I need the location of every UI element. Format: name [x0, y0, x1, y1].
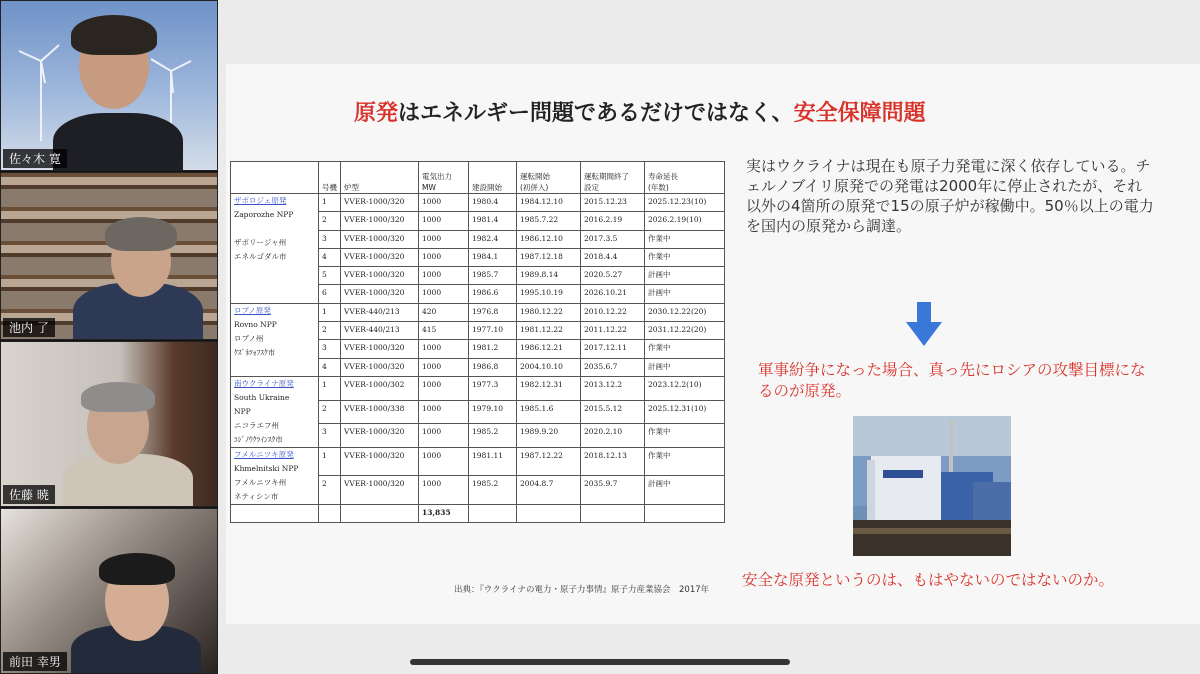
table-cell: [517, 504, 581, 522]
table-row: [231, 376, 725, 400]
table-cell: 2: [319, 476, 341, 505]
table-cell: VVER-1000/320: [341, 358, 419, 376]
table-cell: VVER-440/213: [341, 303, 419, 321]
military-conflict-text: 軍事紛争になった場合、真っ先にロシアの攻撃目標になるのが原発。: [758, 361, 1146, 400]
table-cell: 1979.10: [469, 400, 517, 424]
slide-conclusion: 安全な原発というのは、もはやないのではないのか。: [742, 571, 1115, 589]
table-cell: [319, 504, 341, 522]
table-cell: 2004.8.7: [517, 476, 581, 505]
table-cell: 1000: [419, 267, 469, 285]
table-cell: [581, 504, 645, 522]
table-cell: 2020.5.27: [581, 267, 645, 285]
table-total-row: [231, 504, 725, 522]
plant-name-cell: [231, 447, 319, 504]
table-header-cell: 運転期間終了 設定: [581, 162, 645, 194]
npp-table: [230, 161, 725, 523]
arrow-down-icon: [906, 302, 942, 346]
table-cell: 計画中: [645, 267, 725, 285]
table-cell: VVER-1000/320: [341, 194, 419, 212]
table-cell: 作業中: [645, 340, 725, 358]
plant-link[interactable]: ザポロジェ原発: [234, 196, 287, 205]
table-cell: 420: [419, 303, 469, 321]
table-cell: 2035.9.7: [581, 476, 645, 505]
table-cell: 415: [419, 322, 469, 340]
plant-name-cell: [231, 194, 319, 304]
table-cell: 2030.12.22(20): [645, 303, 725, 321]
table-cell: VVER-1000/320: [341, 212, 419, 230]
table-cell: 1989.8.14: [517, 267, 581, 285]
table-cell: VVER-1000/320: [341, 230, 419, 248]
table-row: [231, 303, 725, 321]
plant-name-cell: [231, 376, 319, 447]
table-header-cell: 寿命延長 (年数): [645, 162, 725, 194]
plant-info-line: Rovno NPP: [234, 319, 277, 329]
table-header-cell: 電気出力 MW: [419, 162, 469, 194]
table-cell: 1000: [419, 400, 469, 424]
shared-slide: [226, 64, 1200, 624]
table-cell: 2031.12.22(20): [645, 322, 725, 340]
table-cell: 1986.12.10: [517, 230, 581, 248]
participant-name: 池内 了: [3, 318, 55, 337]
table-cell: 6: [319, 285, 341, 303]
slide-title: [354, 96, 926, 127]
table-cell: 1000: [419, 340, 469, 358]
table-cell: 1995.10.19: [517, 285, 581, 303]
table-cell: 2035.6.7: [581, 358, 645, 376]
table-cell: [469, 504, 517, 522]
plant-info-line: [234, 222, 315, 236]
participant-tile[interactable]: [0, 172, 218, 340]
table-cell: 2: [319, 212, 341, 230]
table-cell: VVER-1000/320: [341, 424, 419, 448]
table-cell: [231, 504, 319, 522]
table-cell: 1985.7.22: [517, 212, 581, 230]
table-cell: 作業中: [645, 230, 725, 248]
plant-link[interactable]: ロブノ原発: [234, 305, 271, 315]
table-cell: 1000: [419, 424, 469, 448]
table-cell: 2011.12.22: [581, 322, 645, 340]
home-indicator-bar[interactable]: [410, 659, 790, 665]
table-cell: 1977.10: [469, 322, 517, 340]
table-cell: 2018.12.13: [581, 447, 645, 476]
table-cell: VVER-1000/320: [341, 340, 419, 358]
table-cell: 1987.12.18: [517, 248, 581, 266]
table-cell: 2026.2.19(10): [645, 212, 725, 230]
title-middle: はエネルギー問題であるだけではなく、: [398, 101, 794, 126]
table-cell: 1000: [419, 194, 469, 212]
plant-name-cell: [231, 303, 319, 376]
table-cell: 2004.10.10: [517, 358, 581, 376]
table-cell: 1981.12.22: [517, 322, 581, 340]
table-cell: 1987.12.22: [517, 447, 581, 476]
table-cell: 計画中: [645, 476, 725, 505]
table-cell: 1984.1: [469, 248, 517, 266]
table-cell: 1000: [419, 358, 469, 376]
participant-name: 佐藤 暁: [3, 485, 55, 504]
table-cell: 1981.4: [469, 212, 517, 230]
table-cell: 1989.9.20: [517, 424, 581, 448]
table-cell: 1984.12.10: [517, 194, 581, 212]
table-header-cell: 運転開始 (初併入): [517, 162, 581, 194]
table-cell: 1000: [419, 248, 469, 266]
plant-info-line: Khmelnitski NPP: [234, 463, 299, 473]
plant-info-line: ネティシン市: [234, 491, 279, 501]
plant-info-line: South Ukraine: [234, 392, 290, 402]
table-row: [231, 194, 725, 212]
table-cell: 3: [319, 424, 341, 448]
participant-tile[interactable]: [0, 508, 218, 674]
participant-tile[interactable]: [0, 341, 218, 507]
table-cell: VVER-1000/320: [341, 248, 419, 266]
table-cell: 1981.2: [469, 340, 517, 358]
table-cell: 計画中: [645, 358, 725, 376]
table-cell: 2017.3.5: [581, 230, 645, 248]
total-output-cell: 13,835: [419, 504, 469, 522]
table-cell: [645, 504, 725, 522]
plant-info-line: ザポリージャ州: [234, 238, 287, 247]
table-cell: 作業中: [645, 424, 725, 448]
slide-body-text: 実はウクライナは現在も原子力発電に深く依存している。チェルノブイリ原発での発電は2000年に停止されたが、それ以外の4箇所の原発で15の原子炉が稼働中。50％以上の電力を国内の原発から調達。: [746, 157, 1154, 235]
participants-panel: [0, 0, 218, 674]
table-cell: 1: [319, 376, 341, 400]
table-cell: VVER-1000/320: [341, 447, 419, 476]
plant-info-line: エネルゴダル市: [234, 252, 287, 261]
table-cell: 2026.10.21: [581, 285, 645, 303]
table-cell: 1980.12.22: [517, 303, 581, 321]
table-cell: 2016.2.19: [581, 212, 645, 230]
table-cell: 作業中: [645, 447, 725, 476]
plant-info-line: ロブノ州: [234, 333, 264, 343]
table-cell: 1986.8: [469, 358, 517, 376]
table-cell: 4: [319, 248, 341, 266]
table-cell: VVER-440/213: [341, 322, 419, 340]
table-header-cell: 号機: [319, 162, 341, 194]
table-cell: 2017.12.11: [581, 340, 645, 358]
table-cell: 1982.12.31: [517, 376, 581, 400]
table-cell: 1: [319, 194, 341, 212]
table-cell: 1000: [419, 285, 469, 303]
table-cell: 2025.12.23(10): [645, 194, 725, 212]
table-cell: 1980.4: [469, 194, 517, 212]
table-cell: 1000: [419, 212, 469, 230]
table-cell: 作業中: [645, 248, 725, 266]
table-cell: 1000: [419, 230, 469, 248]
table-cell: 2015.12.23: [581, 194, 645, 212]
table-cell: VVER-1000/338: [341, 400, 419, 424]
title-keyword-nuclear: 原発: [354, 101, 399, 126]
table-cell: VVER-1000/320: [341, 267, 419, 285]
table-cell: 2: [319, 322, 341, 340]
table-cell: 1: [319, 447, 341, 476]
table-header-row: [231, 162, 725, 194]
table-cell: 1986.12.21: [517, 340, 581, 358]
table-header-cell: [231, 162, 319, 194]
table-cell: [341, 504, 419, 522]
plant-info-line: ｸｽﾞﾈﾂｫﾌｽｸ市: [234, 347, 276, 357]
table-cell: 2010.12.22: [581, 303, 645, 321]
plant-info-line: ニコラエフ州: [234, 420, 279, 430]
table-cell: 1985.7: [469, 267, 517, 285]
table-cell: VVER-1000/320: [341, 476, 419, 505]
table-cell: 1976.8: [469, 303, 517, 321]
participant-tile[interactable]: [0, 0, 218, 171]
table-cell: 3: [319, 230, 341, 248]
table-cell: 2: [319, 400, 341, 424]
table-cell: 4: [319, 358, 341, 376]
plant-link[interactable]: 南ウクライナ原発: [234, 378, 294, 388]
table-cell: 5: [319, 267, 341, 285]
table-row: [231, 447, 725, 476]
table-cell: 2013.12.2: [581, 376, 645, 400]
table-header-cell: 建設開始: [469, 162, 517, 194]
table-cell: 1981.11: [469, 447, 517, 476]
participant-name: 佐々木 寛: [3, 149, 67, 168]
table-cell: 1985.1.6: [517, 400, 581, 424]
table-cell: 1986.6: [469, 285, 517, 303]
title-keyword-security: 安全保障問題: [793, 101, 926, 126]
plant-info-line: フメルニツキ州: [234, 477, 287, 487]
source-note: 出典：『ウクライナの電力・原子力事情』原子力産業協会 2017年: [454, 585, 710, 595]
table-cell: 1000: [419, 476, 469, 505]
table-header-cell: 炉型: [341, 162, 419, 194]
table-cell: 1: [319, 303, 341, 321]
table-cell: 2020.2.10: [581, 424, 645, 448]
table-cell: 1982.4: [469, 230, 517, 248]
plant-info-line: Zaporozhe NPP: [234, 210, 294, 219]
table-cell: 2025.12.31(10): [645, 400, 725, 424]
table-cell: 1977.3: [469, 376, 517, 400]
table-cell: VVER-1000/320: [341, 285, 419, 303]
table-cell: 2018.4.4: [581, 248, 645, 266]
plant-link[interactable]: フメルニツキ原発: [234, 449, 294, 459]
table-cell: 1985.2: [469, 424, 517, 448]
table-cell: 3: [319, 340, 341, 358]
plant-info-line: ﾕｼﾞﾉｳｸﾗｲﾝｽｸ市: [234, 434, 283, 444]
table-cell: 1000: [419, 447, 469, 476]
table-cell: VVER-1000/302: [341, 376, 419, 400]
plant-info-line: NPP: [234, 406, 251, 416]
table-cell: 2015.5.12: [581, 400, 645, 424]
table-cell: 計画中: [645, 285, 725, 303]
nuclear-plant-photo: [853, 416, 1011, 556]
table-cell: 1000: [419, 376, 469, 400]
participant-name: 前田 幸男: [3, 652, 67, 671]
table-cell: 2023.12.2(10): [645, 376, 725, 400]
table-cell: 1985.2: [469, 476, 517, 505]
